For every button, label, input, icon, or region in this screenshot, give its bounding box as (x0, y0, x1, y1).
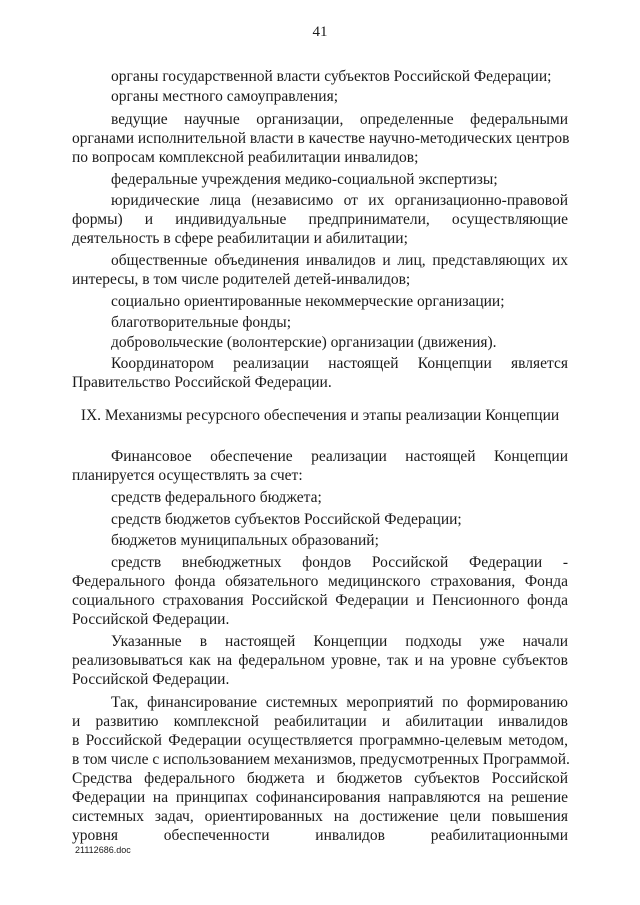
page-number: 41 (312, 24, 328, 40)
text-line: ведущие научные организации, определенные федеральными (111, 111, 568, 128)
text-line: Финансовое обеспечение реализации настоящей Концепции (111, 448, 568, 465)
text-line: федеральные учреждения медико-социальной экспертизы; (111, 171, 498, 188)
text-line: органы государственной власти субъектов Российской Федерации; (111, 68, 552, 85)
text-line: Указанные в настоящей Концепции подходы уже начали (111, 633, 568, 650)
text-line: средств внебюджетных фондов Российской Федерации - (111, 554, 568, 571)
text-line: Федерации на принципах софинансирования направляются на решение (72, 789, 568, 806)
text-line: благотворительные фонды; (111, 314, 292, 331)
text-line: деятельность в сфере реабилитации и абилитации; (72, 230, 408, 247)
text-line: органами исполнительной власти в качестве научно-методических центров (72, 130, 570, 147)
text-line: Правительство Российской Федерации. (72, 374, 332, 391)
text-line: средств федерального бюджета; (111, 489, 322, 506)
text-line: системных задач, ориентированных на достижение цели повышения (72, 808, 568, 825)
text-line: бюджетов муниципальных образований; (111, 532, 379, 549)
text-line: органы местного самоуправления; (111, 88, 339, 105)
text-line: по вопросам комплексной реабилитации инвалидов; (72, 149, 419, 166)
text-line: Средства федерального бюджета и бюджетов субъектов Российской (72, 770, 568, 787)
text-line: в том числе с использованием механизмов, предусмотренных Программой. (72, 751, 570, 768)
text-line: Российской Федерации. (72, 611, 230, 628)
text-line: общественные объединения инвалидов и лиц, представляющих их (111, 252, 568, 269)
text-line: Так, финансирование системных мероприятий по формированию (111, 694, 568, 711)
text-line: добровольческие (волонтерские) организации (движения). (111, 334, 497, 351)
text-line: уровня обеспеченности инвалидов реабилитационными (72, 827, 568, 844)
text-line: и развитию комплексной реабилитации и абилитации инвалидов (72, 713, 568, 730)
text-line: в Российской Федерации осуществляется программно-целевым методом, (72, 732, 568, 749)
text-line: интересы, в том числе родителей детей-инвалидов; (72, 271, 411, 288)
text-line: социального страхования Российской Федерации и Пенсионного фонда (72, 592, 568, 609)
text-line: планируется осуществлять за счет: (72, 467, 303, 484)
text-line: юридические лица (независимо от их организационно-правовой (111, 192, 568, 209)
text-line: Федерального фонда обязательного медицинского страхования, Фонда (72, 573, 568, 590)
text-line: социально ориентированные некоммерческие организации; (111, 293, 505, 310)
text-line: Координатором реализации настоящей Концепции является (111, 355, 568, 372)
text-line: средств бюджетов субъектов Российской Федерации; (111, 511, 462, 528)
text-line: реализовываться как на федеральном уровне, так и на уровне субъектов (72, 652, 568, 669)
document-file-code: 21112686.doc (75, 845, 131, 855)
section-heading: IX. Механизмы ресурсного обеспечения и этапы реализации Концепции (80, 407, 560, 424)
text-line: формы) и индивидуальные предприниматели, осуществляющие (72, 211, 568, 228)
text-line: Российской Федерации. (72, 671, 230, 688)
